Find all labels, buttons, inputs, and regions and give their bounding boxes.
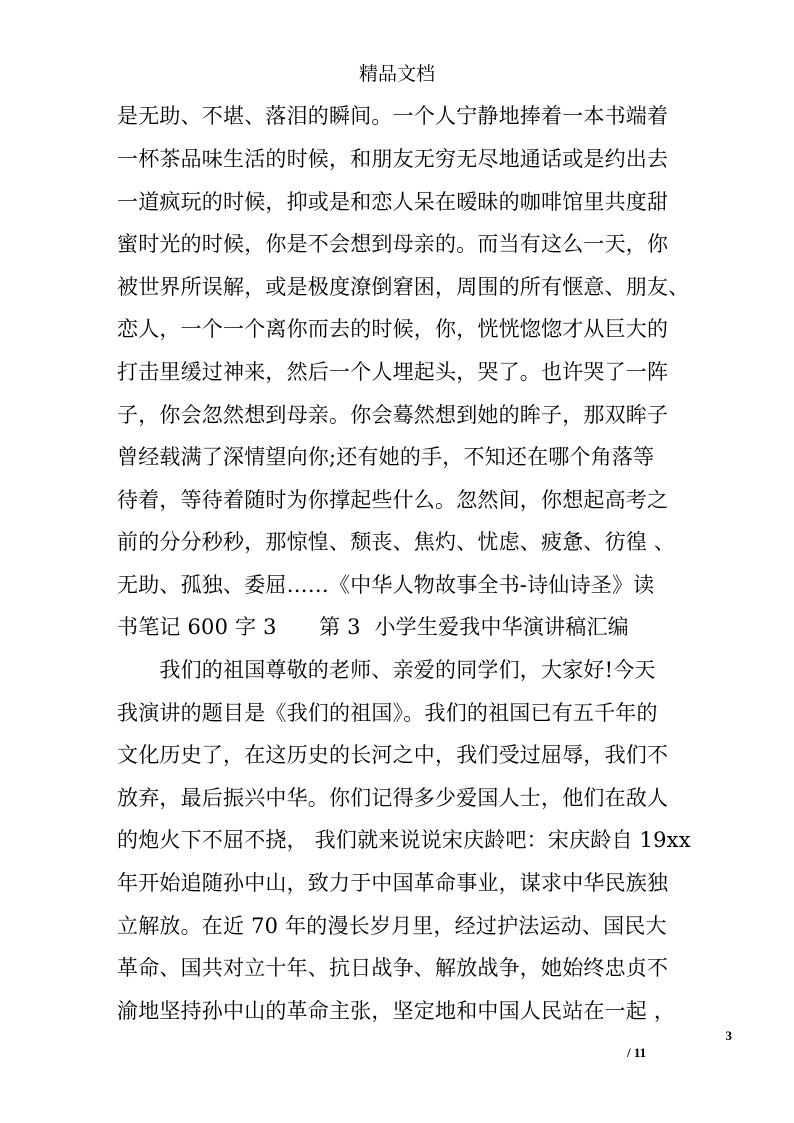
body-line: 我演讲的题目是《我们的祖国》。我们的祖国已有五千年的 — [117, 701, 658, 725]
body-line: 打击里缓过神来，然后一个人埋起头，哭了。也许哭了一阵 — [117, 360, 669, 384]
body-line: 年开始追随孙中山，致力于中国革命事业，谋求中华民族独 — [117, 871, 669, 895]
body-line: 子，你会忽然想到母亲。你会蓦然想到她的眸子，那双眸子 — [117, 403, 669, 427]
body-line: 是无助、不堪、落泪的瞬间。一个人宁静地捧着一本书端着 — [117, 104, 669, 128]
body-line: 曾经载满了深情望向你;还有她的手，不知还在哪个角落等 — [117, 445, 655, 469]
body-line: 一杯茶品味生活的时候，和朋友无穷无尽地通话或是约出去 — [117, 147, 669, 171]
body-line: 恋人，一个一个离你而去的时候，你，恍恍惚惚才从巨大的 — [117, 317, 669, 341]
body-line: 的炮火下不屈不挠， 我们就来说说宋庆龄吧：宋庆龄自 19xx — [117, 828, 691, 852]
body-line: 待着，等待着随时为你撑起些什么。忽然间，你想起高考之 — [117, 488, 669, 512]
page-header-title: 精品文档 — [358, 63, 435, 85]
body-line: 无助、孤独、委屈……《中华人物故事全书-诗仙诗圣》读 — [117, 573, 655, 597]
body-line: 我们的祖国尊敬的老师、亲爱的同学们，大家好!今天 — [117, 658, 656, 682]
body-line: 一道疯玩的时候，抑或是和恋人呆在暧昧的咖啡馆里共度甜 — [117, 190, 669, 214]
body-line: 立解放。在近 70 年的漫长岁月里，经过护法运动、国民大 — [117, 914, 667, 938]
body-line: 书笔记 600 字 3 第 3 小学生爱我中华演讲稿汇编 — [117, 615, 629, 639]
body-line: 放弃，最后振兴中华。你们记得多少爱国人士，他们在敌人 — [117, 786, 669, 810]
body-line: 渝地坚持孙中山的革命主张，坚定地和中国人民站在一起 ， — [117, 999, 676, 1023]
page-number: 3 — [725, 1028, 732, 1043]
body-line: 蜜时光的时候，你是不会想到母亲的。而当有这么一天，你 — [117, 232, 669, 256]
page-total: / 11 — [627, 1045, 647, 1060]
body-line: 文化历史了，在这历史的长河之中，我们受过屈辱，我们不 — [117, 743, 669, 767]
body-line: 革命、国共对立十年、抗日战争、解放战争，她始终忠贞不 — [117, 956, 669, 980]
body-line: 被世界所误解，或是极度潦倒窘困，周围的所有惬意、朋友、 — [117, 275, 690, 299]
body-line: 前的分分秒秒，那惊惶、颓丧、焦灼、忧虑、疲惫、彷徨 、 — [117, 530, 676, 554]
